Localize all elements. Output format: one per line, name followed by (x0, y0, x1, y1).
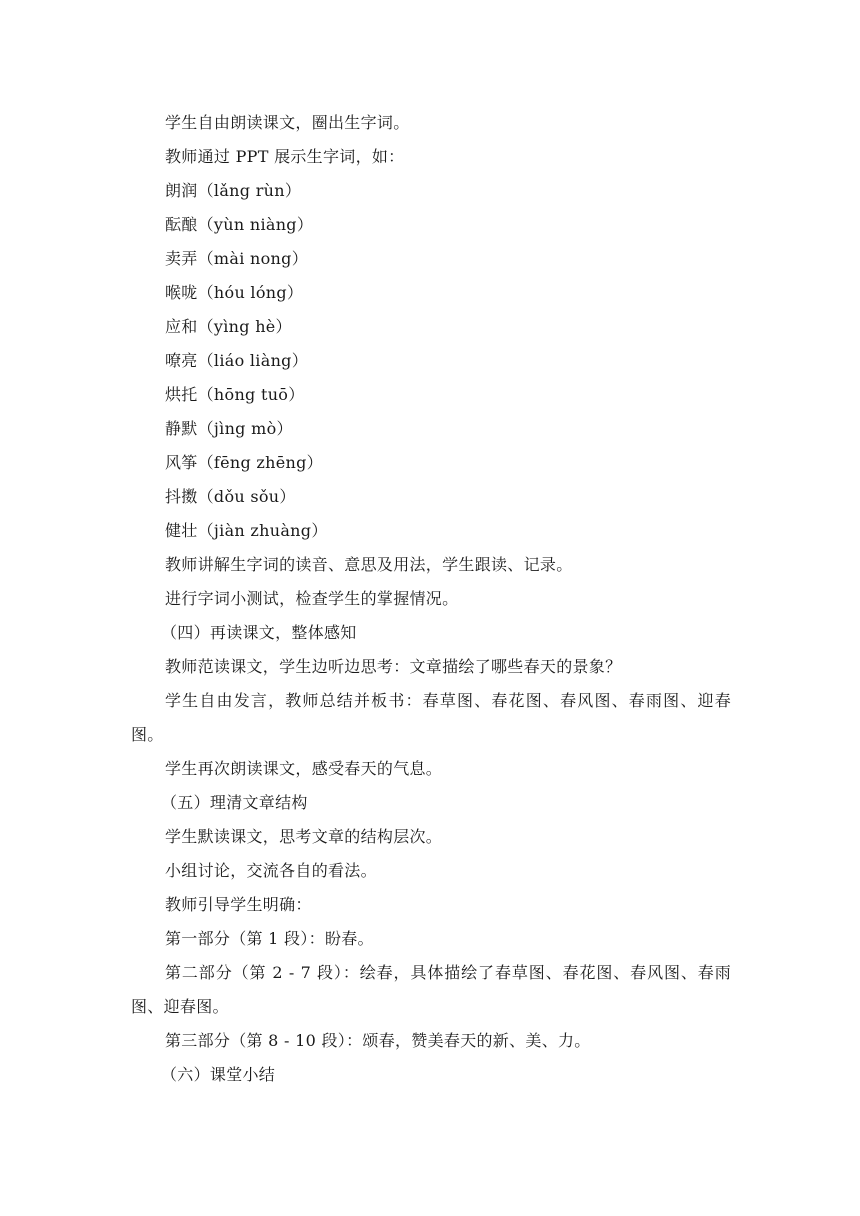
paragraph: 学生自由发言，教师总结并板书：春草图、春花图、春风图、春雨图、迎春图。 (131, 691, 731, 744)
paragraph: 教师通过 PPT 展示生字词，如： (165, 147, 405, 166)
paragraph: 教师引导学生明确： (165, 895, 312, 914)
paragraph: 第三部分（第 8 - 10 段）：颂春，赞美春天的新、美、力。 (165, 1031, 591, 1050)
vocab-item: 应和（yìng hè） (165, 317, 292, 336)
vocab-item: 喉咙（hóu lóng） (165, 283, 304, 302)
vocab-item: 卖弄（mài nong） (165, 249, 308, 268)
vocab-item: 酝酿（yùn niàng） (165, 215, 314, 234)
vocab-item: 烘托（hōng tuō） (165, 385, 305, 404)
vocab-item: 抖擞（dǒu sǒu） (165, 487, 296, 506)
section-heading: （四）再读课文，整体感知 (161, 623, 357, 642)
paragraph: 教师讲解生字词的读音、意思及用法，学生跟读、记录。 (165, 555, 573, 574)
vocab-item: 健壮（jiàn zhuàng） (165, 521, 328, 540)
paragraph: 教师范读课文，学生边听边思考：文章描绘了哪些春天的景象？ (165, 657, 622, 676)
paragraph: 学生自由朗读课文，圈出生字词。 (165, 113, 410, 132)
paragraph: 第二部分（第 2 - 7 段）：绘春，具体描绘了春草图、春花图、春风图、春雨图、迎春图。 (131, 963, 731, 1016)
vocab-item: 嘹亮（liáo liàng） (165, 351, 309, 370)
paragraph: 第一部分（第 1 段）：盼春。 (165, 929, 374, 948)
vocab-item: 风筝（fēng zhēng） (165, 453, 323, 472)
paragraph: 小组讨论，交流各自的看法。 (165, 861, 377, 880)
document-body (131, 106, 731, 1092)
vocab-item: 静默（jìng mò） (165, 419, 293, 438)
section-heading: （五）理清文章结构 (161, 793, 308, 812)
vocab-item: 朗润（lǎng rùn） (165, 181, 302, 200)
section-heading: （六）课堂小结 (161, 1065, 276, 1084)
paragraph: 学生默读课文，思考文章的结构层次。 (165, 827, 443, 846)
paragraph: 进行字词小测试，检查学生的掌握情况。 (165, 589, 459, 608)
paragraph: 学生再次朗读课文，感受春天的气息。 (165, 759, 443, 778)
